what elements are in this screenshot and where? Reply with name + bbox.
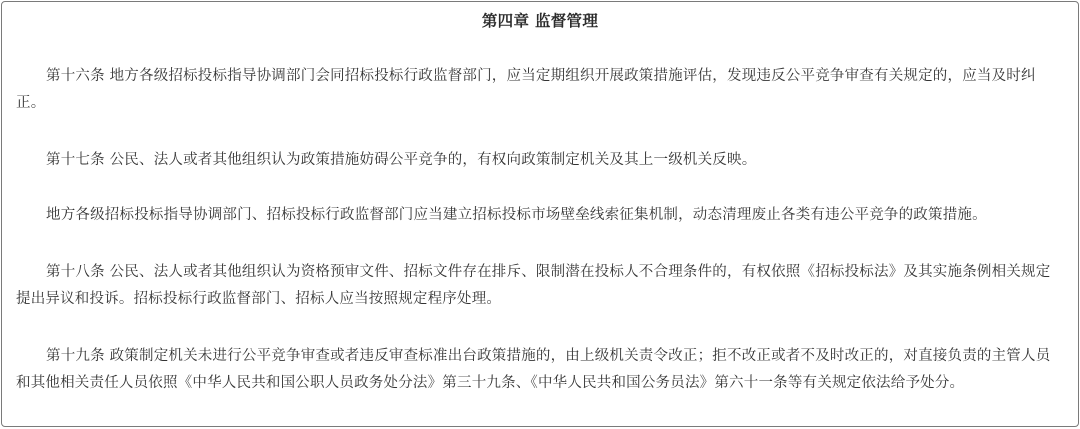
article-18-paragraph: 第十八条 公民、法人或者其他组织认为资格预审文件、招标文件存在排斥、限制潜在投标人不合理条件的，有权依照《招标投标法》及其实施条例相关规定提出异议和投诉。招标投标行政监督部门、招标人应当按照规定程序处理。 [16, 264, 1051, 307]
article-19-paragraph: 第十九条 政策制定机关未进行公平竞争审查或者违反审查标准出台政策措施的，由上级机关责令改正；拒不改正或者不及时改正的，对直接负责的主管人员和其他相关责任人员依照《中华人民共和国公职人员政务处分法》第三十九条、《中华人民共和国公务员法》第六十一条等有关规定依法给予处分。 [16, 348, 1051, 391]
chapter-title: 第四章 监督管理 [481, 12, 599, 30]
article-17-continuation-paragraph: 地方各级招标投标指导协调部门、招标投标行政监督部门应当建立招标投标市场壁垒线索征集机制，动态清理废止各类有违公平竞争的政策措施。 [46, 207, 987, 223]
document-page [1, 1, 1079, 427]
article-16-paragraph: 第十六条 地方各级招标投标指导协调部门会同招标投标行政监督部门，应当定期组织开展政策措施评估，发现违反公平竞争审查有关规定的，应当及时纠正。 [16, 68, 1036, 111]
article-17-paragraph: 第十七条 公民、法人或者其他组织认为政策措施妨碍公平竞争的，有权向政策制定机关及其上一级机关反映。 [46, 152, 757, 168]
